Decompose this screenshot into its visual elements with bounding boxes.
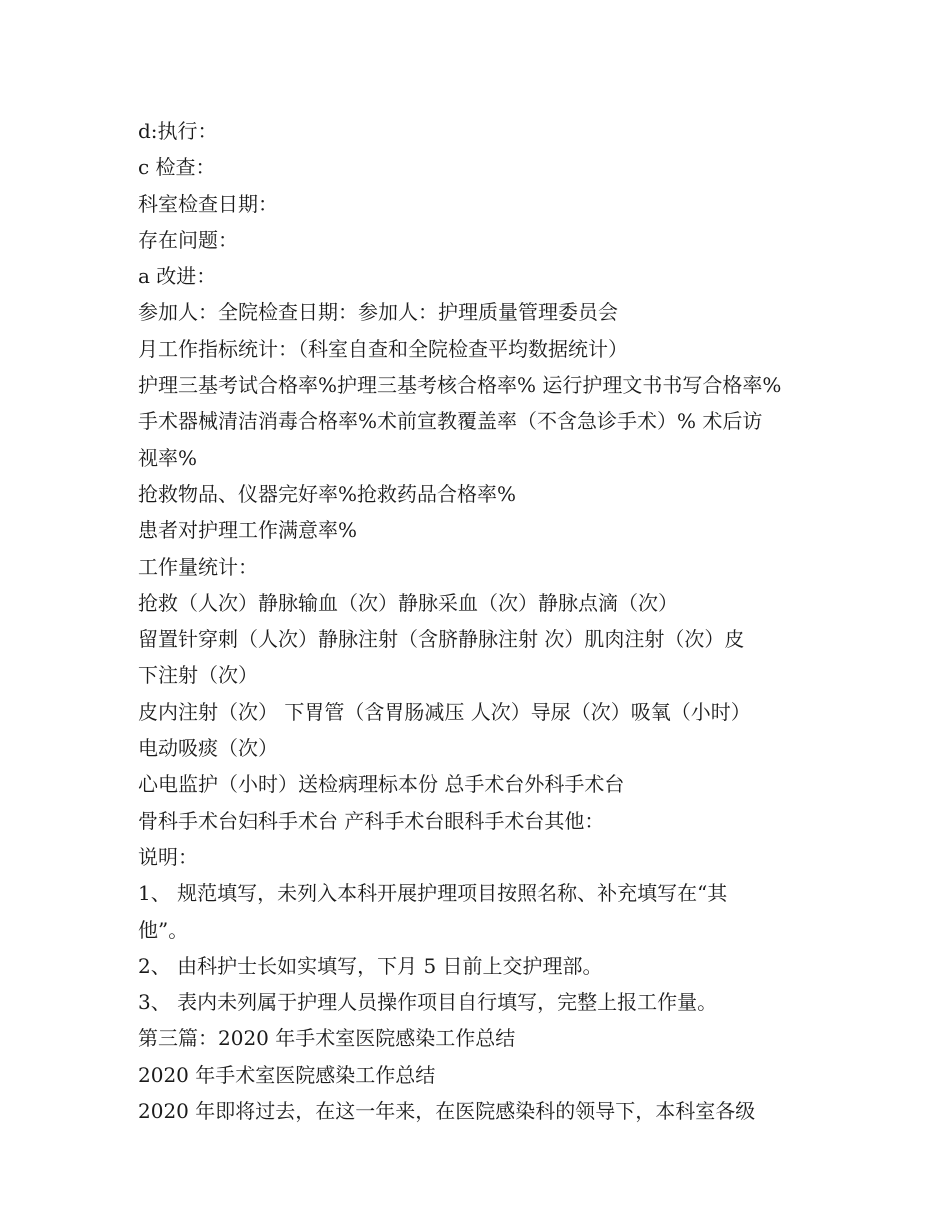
text-line-workload-4: 皮内注射（次） 下胃管（含胃肠减压 人次）导尿（次）吸氧（小时） [138,699,751,724]
text-line-participants: 参加人：全院检查日期：参加人：护理质量管理委员会 [138,300,618,325]
text-line-workload-1: 抢救（人次）静脉输血（次）静脉采血（次）静脉点滴（次） [138,590,678,615]
text-line-workload-6: 心电监护（小时）送检病理标本份 总手术台外科手术台 [138,772,625,797]
text-line-workload-3: 下注射（次） [138,663,258,688]
text-line-note-3: 3、 表内未列属于护理人员操作项目自行填写，完整上报工作量。 [138,990,718,1015]
text-line-workload-2: 留置针穿刺（人次）静脉注射（含脐静脉注射 次）肌肉注射（次）皮 [138,627,745,652]
text-line-section-heading: 第三篇：2020 年手术室医院感染工作总结 [138,1026,516,1051]
text-line-notes-heading: 说明： [138,844,198,869]
text-line-note-2: 2、 由科护士长如实填写，下月 5 日前上交护理部。 [138,953,603,978]
text-line-check: c 检查： [138,155,216,180]
text-line-satisfaction: 患者对护理工作满意率% [138,518,358,543]
text-line-rescue-rates: 抢救物品、仪器完好率%抢救药品合格率% [138,481,517,506]
text-line-improve: a 改进： [138,264,217,289]
text-line-instrument-rates: 手术器械清洁消毒合格率%术前宣教覆盖率（不含急诊手术）% 术后访 [138,409,763,434]
document-text-body [138,113,828,1129]
text-line-note-1-cont: 他”。 [138,917,189,942]
text-line-dept-check-date: 科室检查日期： [138,191,278,216]
text-line-execute: d:执行： [138,119,218,143]
text-line-workload-5: 电动吸痰（次） [138,736,278,761]
text-line-problems: 存在问题： [138,227,238,252]
text-line-report-intro: 2020 年即将过去，在这一年来，在医院感染科的领导下，本科室各级 [138,1099,756,1124]
text-line-monthly-stats: 月工作指标统计：（科室自查和全院检查平均数据统计） [138,336,628,361]
text-line-note-1: 1、 规范填写，未列入本科开展护理项目按照名称、补充填写在“其 [138,881,728,906]
text-line-report-title: 2020 年手术室医院感染工作总结 [138,1062,436,1087]
text-line-pass-rates: 护理三基考试合格率%护理三基考核合格率% 运行护理文书书写合格率% [138,373,782,398]
text-line-visit-rate: 视率% [138,445,198,470]
text-line-workload-7: 骨科手术台妇科手术台 产科手术台眼科手术台其他： [138,808,605,833]
text-line-workload-heading: 工作量统计： [138,554,258,579]
